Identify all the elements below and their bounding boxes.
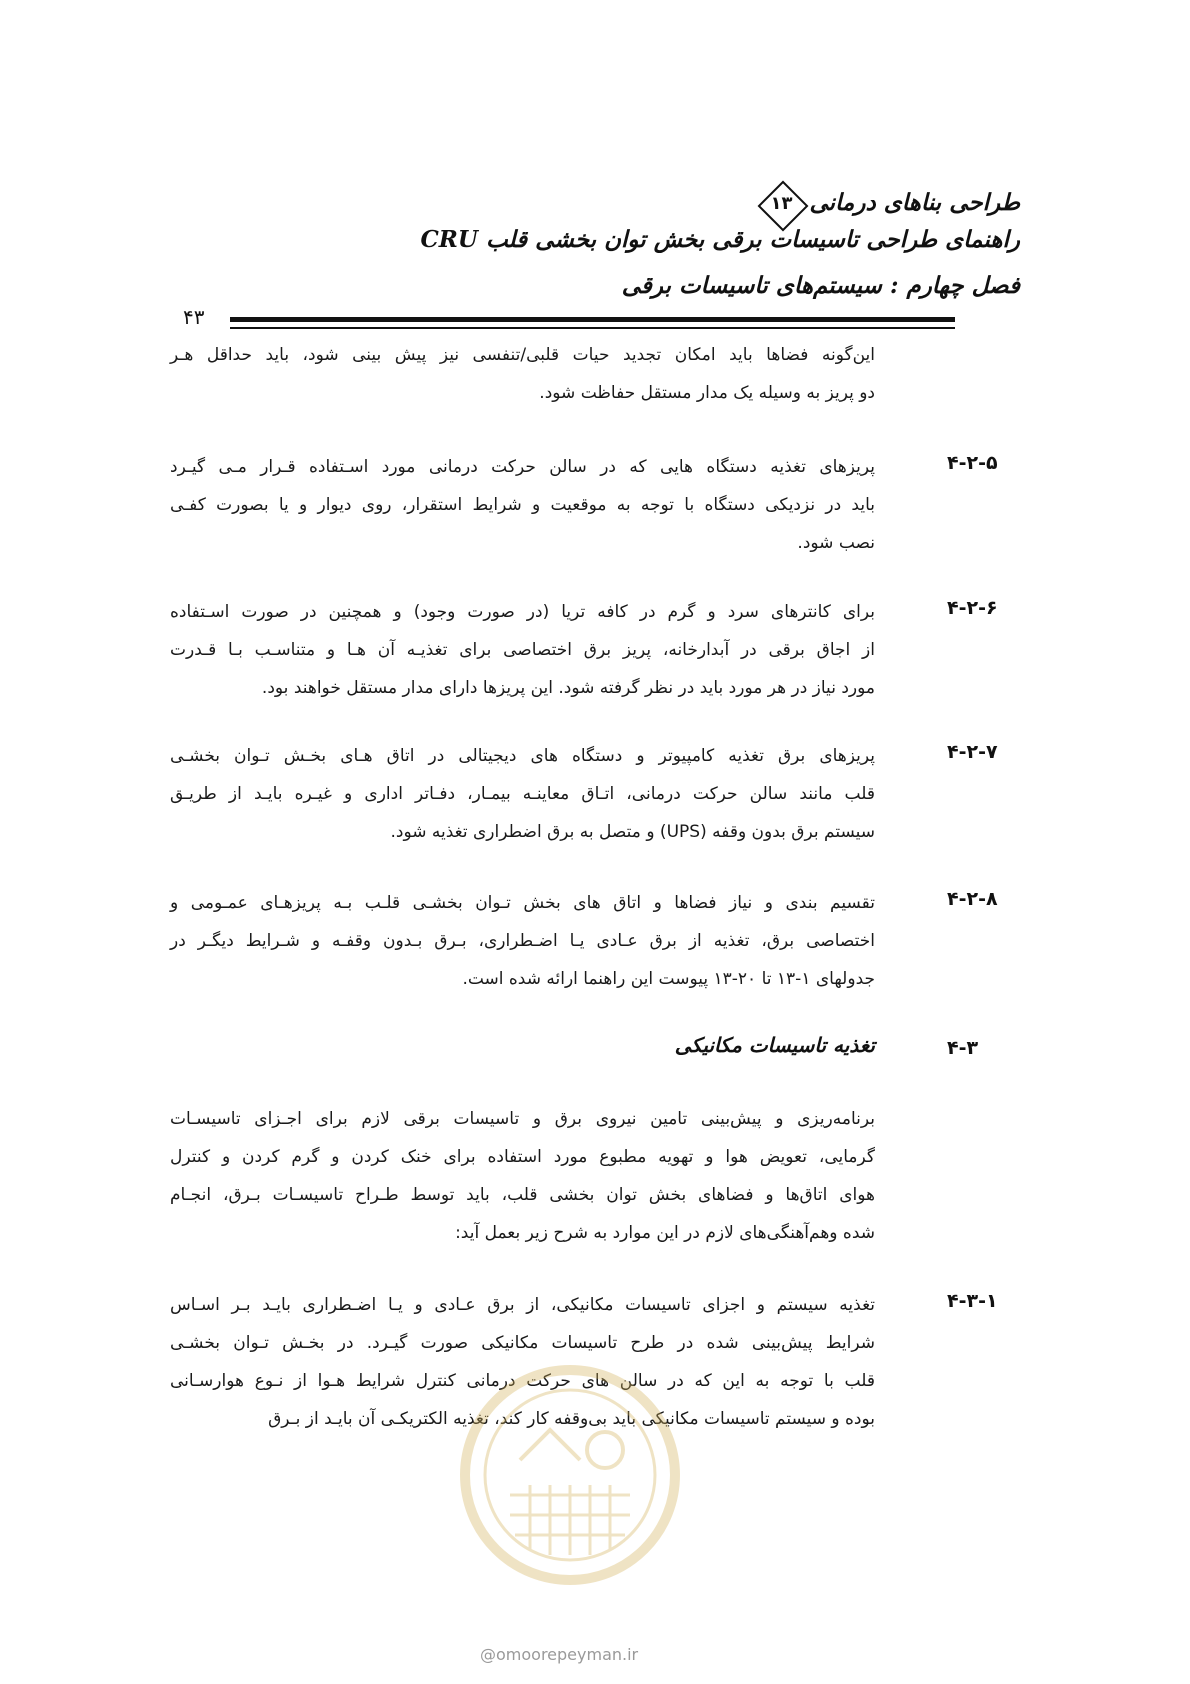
clause-number: ۴-۲-۵: [947, 452, 998, 474]
text-line: شرایط پیش‌بینی شده در طرح تاسیسات مکانیکی صورت گیـرد. در بخـش تـوان بخشـی: [170, 1333, 875, 1353]
paragraph-section-intro: [170, 1100, 875, 1252]
text-line: قلب با توجه به این که در سالن های حرکت درمانی کنترل شرایط هـوا از نـوع هوارسـانی: [170, 1371, 875, 1391]
paragraph-clause-4-2-6: [170, 593, 875, 707]
paragraph-intro: [170, 336, 875, 412]
text-line: از اجاق برقی در آبدارخانه، پریز برق اختصاصی برای تغذیـه آن هـا و متناسـب بـا قـدرت: [170, 640, 875, 660]
paragraph-clause-4-2-5: [170, 448, 875, 562]
text-line: سیستم برق بدون وقفه (UPS) و متصل به برق اضطراری تغذیه شود.: [390, 822, 875, 842]
watermark-seal-logo: [450, 1355, 690, 1595]
text-line: اختصاصی برق، تغذیه از برق عـادی یـا اضـطراری، بـرق بـدون وقفـه و شـرایط دیگـر در: [170, 931, 875, 951]
text-line: تغذیه سیستم و اجزای تاسیسات مکانیکی، از برق عـادی و یـا اضـطراری بایـد بـر اسـاس: [170, 1295, 875, 1315]
clause-number: ۴-۲-۸: [947, 888, 998, 910]
text-line: باید در نزدیکی دستگاه با توجه به موقعیت و شرایط استقرار، روی دیوار و یا بصورت کفـی: [170, 495, 875, 515]
header-rule-thin: [230, 327, 955, 329]
text-line: دو پریز به وسیله یک مدار مستقل حفاظت شود.: [539, 383, 875, 403]
text-line: نصب شود.: [797, 533, 875, 553]
text-line: پریزهای تغذیه دستگاه هایی که در سالن حرکت درمانی مورد اسـتفاده قـرار مـی گیـرد: [170, 457, 875, 477]
text-line: بوده و سیستم تاسیسات مکانیکی باید بی‌وقفه کار کند، تغذیه الکتریکـی آن بایـد از بـرق: [268, 1409, 875, 1429]
section-number: ۴-۳: [947, 1037, 979, 1059]
header-book-title-text: طراحی بناهای درمانی: [809, 189, 1020, 216]
clause-number: ۴-۲-۶: [947, 597, 998, 619]
text-line: مورد نیاز در هر مورد باید در نظر گرفته شود. این پریزها دارای مدار مستقل خواهند بود.: [261, 678, 875, 698]
header-chapter-title: فصل چهارم : سیستم‌های تاسیسات برقی: [621, 272, 1020, 299]
text-line: برای کانترهای سرد و گرم در کافه تریا (در صورت وجود) و همچنین در صورت اسـتفاده: [170, 602, 875, 622]
paragraph-clause-4-2-7: [170, 737, 875, 851]
text-line: قلب مانند سالن حرکت درمانی، اتـاق معاینـه بیمـار، دفـاتر اداری و غیـره بایـد از طریـق: [170, 784, 875, 804]
watermark-text: @omoorepeyman.ir: [480, 1645, 639, 1664]
paragraph-clause-4-2-8: [170, 884, 875, 998]
header-book-title: [753, 180, 1020, 228]
text-line: این‌گونه فضاها باید امکان تجدید حیات قلبی/تنفسی نیز پیش بینی شود، باید حداقل هـر: [170, 345, 875, 365]
chapter-badge-number: ۱۳: [770, 193, 793, 214]
text-line: هوای اتاق‌ها و فضاهای بخش توان بخشی قلب، باید توسط طـراح تاسیسـات بـرق، انجـام: [170, 1185, 875, 1205]
header-guide-title: راهنمای طراحی تاسیسات برقی بخش توان بخشی قلب CRU: [420, 226, 1020, 253]
text-line: برنامه‌ریزی و پیش‌بینی تامین نیروی برق و تاسیسات برقی لازم برای اجـزای تاسیسـات: [170, 1109, 875, 1129]
text-line: جدولهای ۱-۱۳ تا ۲۰-۱۳ پیوست این راهنما ارائه شده است.: [462, 969, 875, 989]
text-line: گرمایی، تعویض هوا و تهویه مطبوع مورد استفاده برای خنک کردن و گرم کردن و کنترل: [170, 1147, 875, 1167]
text-line: پریزهای برق تغذیه کامپیوتر و دستگاه های دیجیتالی در اتاق هـای بخـش تـوان بخشـی: [170, 746, 875, 766]
header-rule-thick: [230, 317, 955, 322]
chapter-badge: [757, 180, 805, 228]
clause-number: ۴-۳-۱: [947, 1290, 998, 1312]
page-number: ۴۳: [183, 305, 205, 329]
text-line: شده وهم‌آهنگی‌های لازم در این موارد به شرح زیر بعمل آید:: [455, 1223, 875, 1243]
section-heading: تغذیه تاسیسات مکانیکی: [674, 1033, 875, 1057]
clause-number: ۴-۲-۷: [947, 741, 998, 763]
text-line: تقسیم بندی و نیاز فضاها و اتاق های بخش تـوان بخشـی قلـب بـه پریزهـای عمـومی و: [170, 893, 875, 913]
